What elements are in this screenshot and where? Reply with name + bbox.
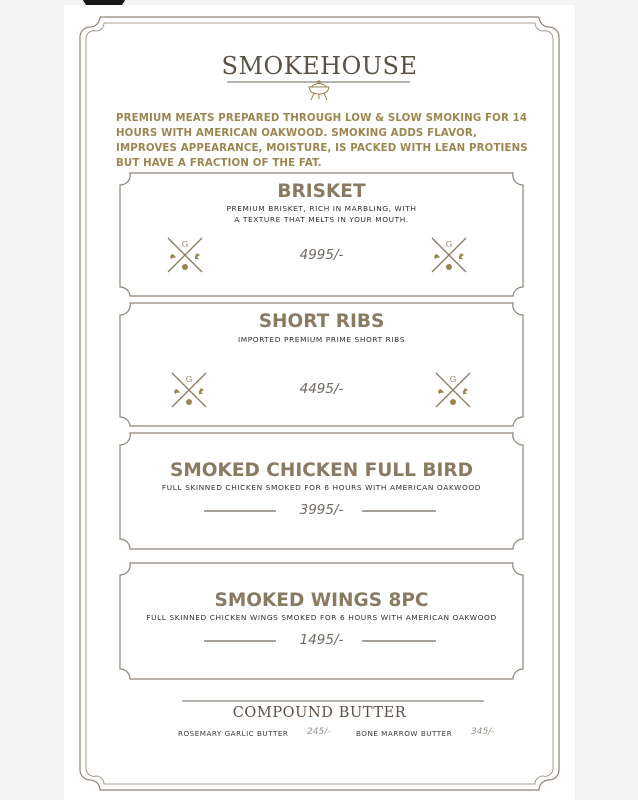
menu-page [64, 5, 575, 800]
item-price-brisket: 4995/- [299, 247, 344, 263]
crossed-utensils-emblem-icon [168, 369, 210, 415]
item-price-smoked-wings: 1495/- [299, 632, 344, 648]
grill-icon [304, 77, 334, 101]
item-name-brisket: BRISKET [277, 181, 366, 202]
svg-text:G: G [449, 375, 457, 384]
butter-price-bone-marrow: 345/- [471, 727, 495, 737]
right-gray-margin [575, 0, 638, 800]
item-name-short-ribs: SHORT RIBS [258, 311, 385, 332]
butter-price-rosemary-garlic: 245/- [307, 727, 331, 737]
svg-text:G: G [445, 240, 453, 249]
item-name-smoked-wings: SMOKED WINGS 8PC [214, 590, 429, 611]
butter-name-rosemary-garlic: ROSEMARY GARLIC BUTTER [178, 729, 289, 738]
item-price-smoked-chicken: 3995/- [299, 502, 344, 518]
crossed-utensils-emblem-icon [164, 234, 206, 280]
menu-title: SMOKEHOUSE [221, 52, 418, 80]
compound-butter-heading: COMPOUND BUTTER [232, 705, 407, 721]
item-desc-smoked-wings: FULL SKINNED CHICKEN WINGS SMOKED FOR 6 HOURS WITH AMERICAN OAKWOOD [146, 613, 497, 622]
svg-text:G: G [185, 375, 193, 384]
crossed-utensils-emblem-icon [432, 369, 474, 415]
item-desc-brisket-line2: A TEXTURE THAT MELTS IN YOUR MOUTH. [234, 215, 409, 224]
item-desc-smoked-chicken: FULL SKINNED CHICKEN SMOKED FOR 6 HOURS WITH AMERICAN OAKWOOD [161, 483, 482, 492]
butter-name-bone-marrow: BONE MARROW BUTTER [356, 729, 453, 738]
item-desc-brisket-line1: PREMIUM BRISKET, RICH IN MARBLING, WITH [226, 204, 417, 213]
item-name-smoked-chicken: SMOKED CHICKEN FULL BIRD [170, 460, 473, 481]
crossed-utensils-emblem-icon [428, 234, 470, 280]
intro-text: PREMIUM MEATS PREPARED THROUGH LOW & SLOW SMOKING FOR 14 HOURS WITH AMERICAN OAKWOOD. SMOKING ADDS FLAVOR, IMPROVES APPEARANCE, MOISTURE, IS PACKED WITH LEAN PROTIENS BUT HAVE A FRACTION OF THE FAT. [116, 113, 528, 169]
svg-text:G: G [181, 240, 189, 249]
item-price-short-ribs: 4495/- [299, 381, 344, 397]
item-desc-short-ribs: IMPORTED PREMIUM PRIME SHORT RIBS [237, 335, 406, 344]
